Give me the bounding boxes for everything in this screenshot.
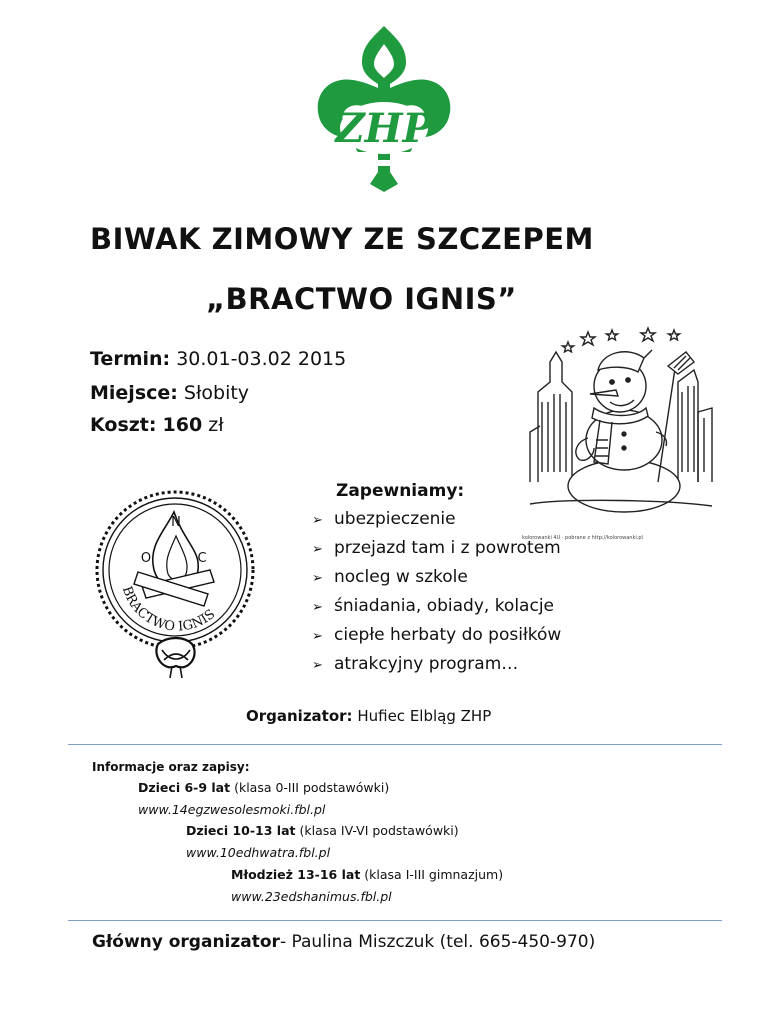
offer-list <box>312 505 561 679</box>
arrow-bullet-icon: ➢ <box>312 513 323 528</box>
main-organizer-label: Główny organizator <box>92 932 280 952</box>
emblem-letter-c: C <box>197 551 207 566</box>
list-item: ➢ nocleg w szkole <box>312 563 561 592</box>
term-label: Termin: <box>90 348 171 370</box>
arrow-bullet-icon: ➢ <box>312 629 323 644</box>
term-value: 30.01-03.02 2015 <box>176 348 347 370</box>
offer-title: Zapewniamy: <box>336 481 465 501</box>
organizer-row <box>246 707 491 725</box>
main-organizer-row <box>92 932 595 952</box>
emblem-text: BRACTWO IGNIS <box>118 584 219 635</box>
page-subtitle: „BRACTWO IGNIS” <box>206 282 517 316</box>
divider <box>68 920 722 921</box>
snowman-illustration <box>528 322 714 518</box>
group-url-link[interactable]: www.10edhwatra.fbl.pl <box>186 845 331 860</box>
group-detail: (klasa IV-VI podstawówki) <box>299 823 459 838</box>
organizer-value: Hufiec Elbląg ZHP <box>357 707 492 725</box>
group-youth-13-16 <box>231 867 503 882</box>
group-kids-6-9 <box>138 780 389 795</box>
image-credit: kolorowanki 4U · pobrane z http://kolorowanki.pl <box>522 535 643 541</box>
cost-label: Koszt: <box>90 414 157 436</box>
divider <box>68 744 722 745</box>
arrow-bullet-icon: ➢ <box>312 658 323 673</box>
page-title: BIWAK ZIMOWY ZE SZCZEPEM <box>90 222 594 256</box>
list-item: ➢ przejazd tam i z powrotem <box>312 534 561 563</box>
bractwo-ignis-emblem <box>92 486 258 680</box>
list-item: ➢ atrakcyjny program… <box>312 650 561 679</box>
place-value: Słobity <box>183 382 250 404</box>
arrow-bullet-icon: ➢ <box>312 600 323 615</box>
arrow-bullet-icon: ➢ <box>312 542 323 557</box>
list-item: ➢ śniadania, obiady, kolacje <box>312 592 561 621</box>
place-row <box>90 382 249 404</box>
registration-heading: Informacje oraz zapisy: <box>92 760 250 774</box>
group-name: Dzieci 10-13 lat <box>186 823 296 838</box>
term-row <box>90 348 346 370</box>
cost-amount: 160 <box>162 414 203 436</box>
cost-currency: zł <box>208 414 224 436</box>
list-item: ➢ ciepłe herbaty do posiłków <box>312 621 561 650</box>
list-item: ➢ ubezpieczenie <box>312 505 561 534</box>
main-organizer-value: - Paulina Miszczuk (tel. 665-450-970) <box>279 932 596 952</box>
organizer-label: Organizator: <box>246 707 353 725</box>
emblem-letter-n: N <box>171 515 181 530</box>
group-url-link[interactable]: www.23edshanimus.fbl.pl <box>231 889 392 904</box>
logo-lettering: ZHP <box>335 105 433 152</box>
arrow-bullet-icon: ➢ <box>312 571 323 586</box>
group-kids-10-13 <box>186 823 459 838</box>
emblem-letter-o: O <box>140 551 152 566</box>
zhp-logo <box>312 24 456 196</box>
group-detail: (klasa 0-III podstawówki) <box>234 780 390 795</box>
group-name: Młodzież 13-16 lat <box>231 867 361 882</box>
group-name: Dzieci 6-9 lat <box>138 780 231 795</box>
group-detail: (klasa I-III gimnazjum) <box>364 867 504 882</box>
group-url-link[interactable]: www.14egzwesolesmoki.fbl.pl <box>138 802 326 817</box>
cost-row <box>90 414 224 436</box>
place-label: Miejsce: <box>90 382 178 404</box>
